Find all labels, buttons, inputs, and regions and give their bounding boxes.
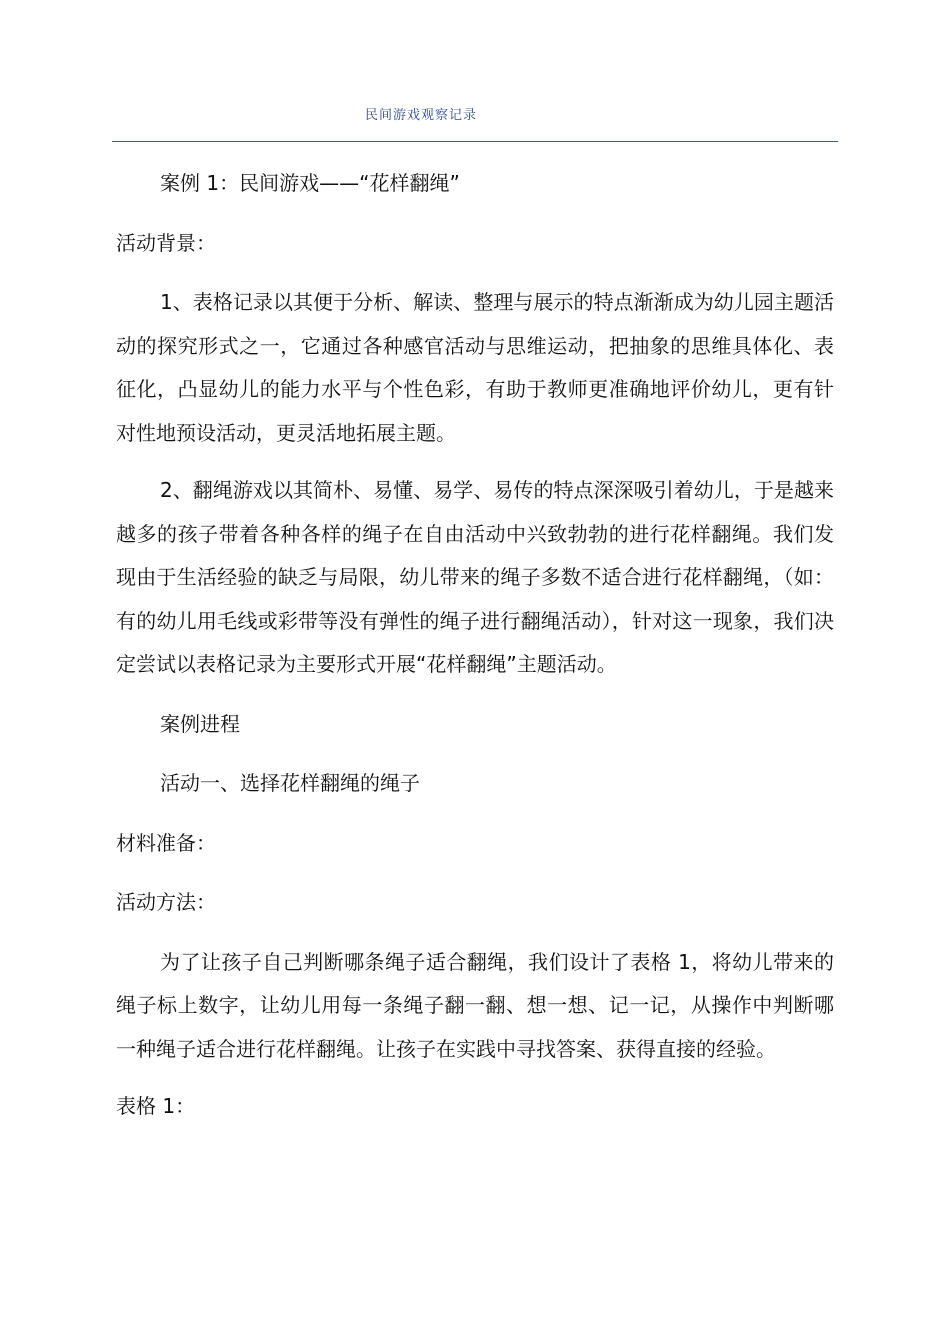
method-heading: 活动方法： xyxy=(116,890,216,914)
paragraph-2: 2、翻绳游戏以其简朴、易懂、易学、易传的特点深深吸引着幼儿，于是越来越多的孩子带着各种各样的绳子在自由活动中兴致勃勃的进行花样翻绳。我们发现由于生活经验的缺乏与局限，幼儿带来的绳子多数不适合进行花样翻绳，（如：有的幼儿用毛线或彩带等没有弹性的绳子进行翻绳活动），针对这一现象，我们决定尝试以表格记录为主要形式开展“花样翻绳”主题活动。 xyxy=(116,478,834,676)
paragraph-3: 为了让孩子自己判断哪条绳子适合翻绳，我们设计了表格 1，将幼儿带来的绳子标上数字，让幼儿用每一条绳子翻一翻、想一想、记一记，从操作中判断哪一种绳子适合进行花样翻绳。让孩子在实践中寻找答案、获得直接的经验。 xyxy=(116,949,834,1061)
materials-heading: 材料准备： xyxy=(116,830,216,855)
document-body xyxy=(116,162,834,1129)
table-1-heading: 表格 1： xyxy=(116,1094,196,1118)
paragraph-1: 1、表格记录以其便于分析、解读、整理与展示的特点渐渐成为幼儿园主题活动的探究形式之一，它通过各种感官活动与思维运动，把抽象的思维具体化、表征化，凸显幼儿的能力水平与个性色彩，有助于教师更准确地评价幼儿，更有针对性地预设活动，更灵活地拓展主题。 xyxy=(116,290,834,445)
case-title: 案例 1：民间游戏——“花样翻绳” xyxy=(160,171,460,195)
header-divider xyxy=(112,141,838,142)
progress-heading: 案例进程 xyxy=(160,711,240,736)
activity-1-heading: 活动一、选择花样翻绳的绳子 xyxy=(160,771,420,795)
page-header-title: 民间游戏观察记录 xyxy=(364,108,477,123)
background-heading: 活动背景： xyxy=(116,230,216,255)
